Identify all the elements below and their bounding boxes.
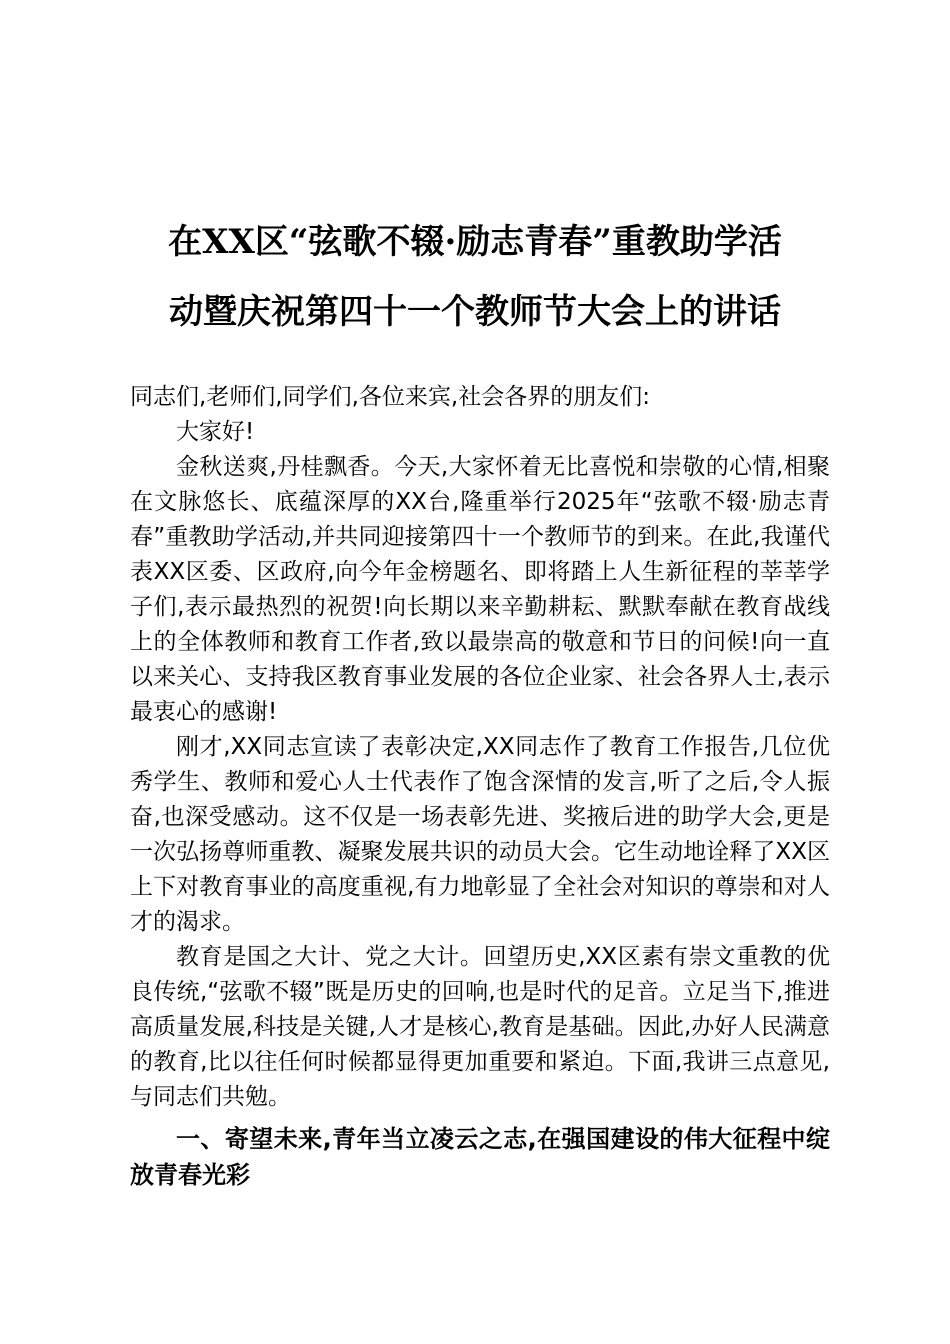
- title-line-1: 在XX区“弦歌不辍·励志青春”重教助学活: [168, 222, 782, 262]
- paragraph-2: 刚才,XX同志宣读了表彰决定,XX同志作了教育工作报告,几位优秀学生、教师和爱心人士代表作了饱含深情的发言,听了之后,令人振奋,也深受感动。这不仅是一场表彰先进、奖掖后进的助学大会,更是一次弘扬尊师重教、凝聚发展共识的动员大会。它生动地诠释了XX区上下对教育事业的高度重视,有力地彰显了全社会对知识的尊崇和对人才的渴求。: [130, 734, 830, 935]
- salutation: 同志们,老师们,同学们,各位来宾,社会各界的朋友们:: [130, 384, 650, 410]
- paragraph-3: 教育是国之大计、党之大计。回望历史,XX区素有崇文重教的优良传统,“弦歌不辍”既是历史的回响,也是时代的足音。立足当下,推进高质量发展,科技是关键,人才是核心,教育是基础。因此,办好人民满意的教育,比以往任何时候都显得更加重要和紧迫。下面,我讲三点意见,与同志们共勉。: [130, 944, 830, 1110]
- section-heading-1: 一、寄望未来,青年当立凌云之志,在强国建设的伟大征程中绽放青春光彩: [130, 1125, 830, 1189]
- paragraph-1: 金秋送爽,丹桂飘香。今天,大家怀着无比喜悦和崇敬的心情,相聚在文脉悠长、底蕴深厚的XX台,隆重举行2025年“弦歌不辍·励志青春”重教助学活动,并共同迎接第四十一个教师节的到来。在此,我谨代表XX区委、区政府,向今年金榜题名、即将踏上人生新征程的莘莘学子们,表示最热烈的祝贺!向长期以来辛勤耕耘、默默奉献在教育战线上的全体教师和教育工作者,致以最崇高的敬意和节日的问候!向一直以来关心、支持我区教育事业发展的各位企业家、社会各界人士,表示最衷心的感谢!: [130, 454, 830, 725]
- title-line-2: 动暨庆祝第四十一个教师节大会上的讲话: [169, 292, 781, 332]
- greeting: 大家好!: [176, 419, 255, 445]
- speech-body: [130, 380, 830, 1193]
